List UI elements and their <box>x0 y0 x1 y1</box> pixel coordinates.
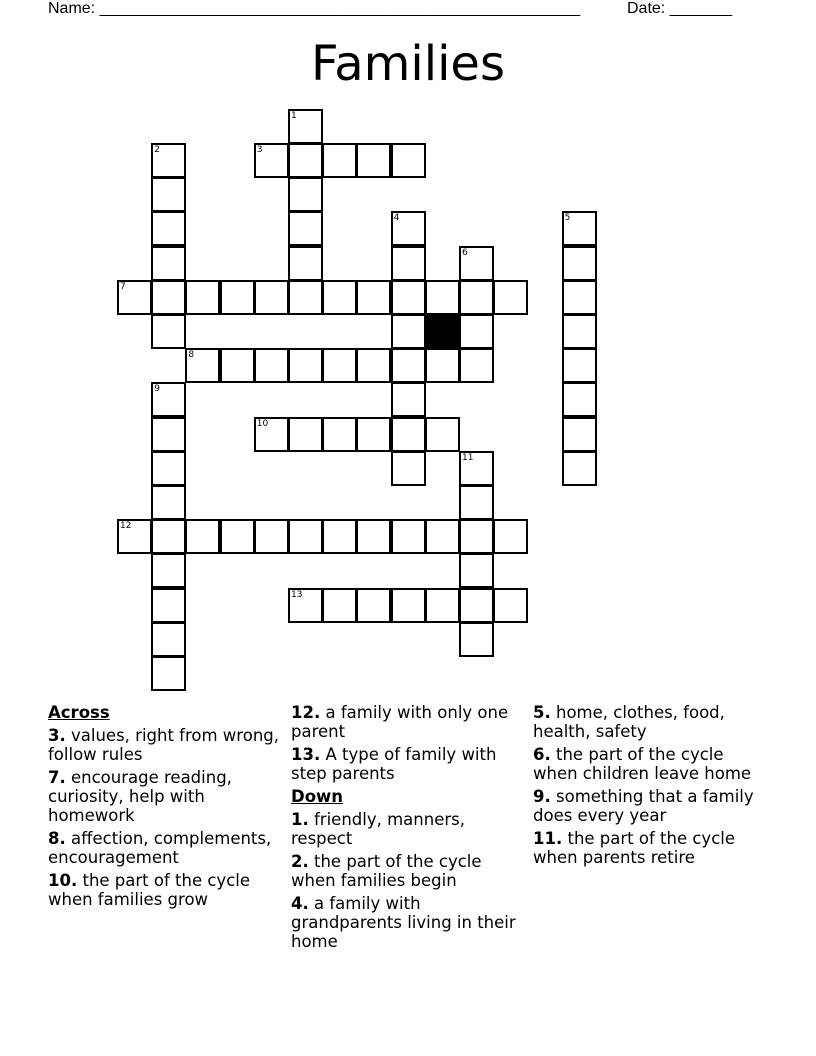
crossword-cell[interactable] <box>185 519 220 554</box>
crossword-cell[interactable] <box>151 588 186 623</box>
clue-across-13 <box>291 745 527 783</box>
crossword-cell[interactable] <box>151 314 186 349</box>
clue-number: 7. <box>48 768 66 787</box>
clue-number: 9. <box>533 787 551 806</box>
crossword-cell[interactable] <box>288 211 323 246</box>
crossword-cell[interactable] <box>254 417 289 452</box>
crossword-cell[interactable] <box>151 451 186 486</box>
down-heading: Down <box>291 787 344 806</box>
clue-number-label: 10 <box>256 418 269 429</box>
clue-down-11 <box>533 829 769 867</box>
crossword-cell[interactable] <box>356 280 391 315</box>
crossword-cell[interactable] <box>288 177 323 212</box>
crossword-cell[interactable] <box>391 314 426 349</box>
crossword-cell[interactable] <box>562 246 597 281</box>
crossword-cell[interactable] <box>288 519 323 554</box>
crossword-cell[interactable] <box>322 280 357 315</box>
clue-number-label: 1 <box>291 110 297 121</box>
crossword-cell[interactable] <box>322 588 357 623</box>
clue-across-3 <box>48 726 284 764</box>
crossword-cell[interactable] <box>254 143 289 178</box>
clue-text: friendly, manners, respect <box>291 810 465 848</box>
crossword-cell[interactable] <box>459 485 494 520</box>
page-title: Families <box>311 36 505 92</box>
crossword-cell[interactable] <box>562 451 597 486</box>
crossword-cell[interactable] <box>220 280 255 315</box>
clue-down-1 <box>291 810 527 848</box>
crossword-cell[interactable] <box>391 280 426 315</box>
crossword-cell[interactable] <box>391 211 426 246</box>
clue-text: the part of the cycle when families grow <box>48 871 251 909</box>
crossword-cell[interactable] <box>459 451 494 486</box>
clue-text: a family with only one parent <box>291 703 509 741</box>
clue-down-2 <box>291 852 527 890</box>
clue-number: 11. <box>533 829 563 848</box>
crossword-cell[interactable] <box>493 519 528 554</box>
clue-text: affection, complements, encouragement <box>48 829 272 867</box>
clues-column-2 <box>291 703 527 955</box>
crossword-cell[interactable] <box>391 348 426 383</box>
crossword-cell[interactable] <box>151 211 186 246</box>
clue-across-12 <box>291 703 527 741</box>
crossword-cell[interactable] <box>151 177 186 212</box>
clue-number: 3. <box>48 726 66 745</box>
crossword-cell[interactable] <box>425 519 460 554</box>
crossword-cell[interactable] <box>562 280 597 315</box>
crossword-cell[interactable] <box>356 519 391 554</box>
crossword-cell[interactable] <box>459 314 494 349</box>
crossword-cell[interactable] <box>185 348 220 383</box>
crossword-cell[interactable] <box>117 519 152 554</box>
crossword-cell[interactable] <box>151 280 186 315</box>
crossword-cell[interactable] <box>459 588 494 623</box>
crossword-cell[interactable] <box>151 246 186 281</box>
clue-number-label: 12 <box>120 521 132 532</box>
crossword-cell[interactable] <box>151 553 186 588</box>
crossword-cell[interactable] <box>391 143 426 178</box>
clue-text: values, right from wrong, follow rules <box>48 726 279 764</box>
clues-column-1 <box>48 703 284 913</box>
crossword-cell[interactable] <box>117 280 152 315</box>
crossword-cell[interactable] <box>459 246 494 281</box>
crossword-cell[interactable] <box>425 417 460 452</box>
crossword-cell[interactable] <box>151 143 186 178</box>
name-field-label: Name: ______________________________________________________ <box>48 0 581 17</box>
crossword-cell[interactable] <box>254 280 289 315</box>
clue-text: the part of the cycle when parents retire <box>533 829 736 867</box>
clue-across-8 <box>48 829 284 867</box>
crossword-cell[interactable] <box>322 417 357 452</box>
crossword-cell[interactable] <box>254 348 289 383</box>
crossword-cell[interactable] <box>425 588 460 623</box>
crossword-cell[interactable] <box>185 280 220 315</box>
crossword-cell[interactable] <box>288 348 323 383</box>
crossword-cell[interactable] <box>356 588 391 623</box>
crossword-cell[interactable] <box>151 417 186 452</box>
crossword-cell[interactable] <box>493 588 528 623</box>
crossword-cell[interactable] <box>220 348 255 383</box>
crossword-cell[interactable] <box>391 382 426 417</box>
crossword-cell[interactable] <box>151 519 186 554</box>
clue-number-label: 7 <box>120 281 126 292</box>
clue-number-label: 11 <box>462 452 474 463</box>
clue-number: 2. <box>291 852 309 871</box>
crossword-cell[interactable] <box>356 417 391 452</box>
date-field-label: Date: _______ <box>627 0 732 17</box>
clue-text: the part of the cycle when families begin <box>291 852 482 890</box>
crossword-cell[interactable] <box>288 588 323 623</box>
clue-number: 6. <box>533 745 551 764</box>
clue-down-5 <box>533 703 769 741</box>
clue-across-10 <box>48 871 284 909</box>
crossword-cell[interactable] <box>288 280 323 315</box>
crossword-cell[interactable] <box>254 519 289 554</box>
across-heading: Across <box>48 703 110 722</box>
crossword-cell[interactable] <box>493 280 528 315</box>
crossword-cell[interactable] <box>562 348 597 383</box>
clue-text: something that a family does every year <box>533 787 754 825</box>
crossword-cell[interactable] <box>459 519 494 554</box>
clue-number-label: 4 <box>393 213 400 224</box>
crossword-cell[interactable] <box>562 211 597 246</box>
crossword-cell[interactable] <box>356 348 391 383</box>
crossword-cell[interactable] <box>391 519 426 554</box>
crossword-cell[interactable] <box>322 143 357 178</box>
crossword-cell[interactable] <box>288 143 323 178</box>
clue-number-label: 6 <box>462 247 468 258</box>
crossword-cell[interactable] <box>562 417 597 452</box>
crossword-cell[interactable] <box>288 109 323 144</box>
crossword-cell[interactable] <box>391 451 426 486</box>
clue-number-label: 9 <box>154 384 160 395</box>
clue-text: encourage reading, curiosity, help with homework <box>48 768 232 825</box>
crossword-cell[interactable] <box>220 519 255 554</box>
crossword-cell[interactable] <box>391 417 426 452</box>
crossword-cell[interactable] <box>562 314 597 349</box>
clue-number-label: 8 <box>188 350 195 361</box>
crossword-cell[interactable] <box>391 246 426 281</box>
clue-text: home, clothes, food, health, safety <box>533 703 725 741</box>
clue-number: 12. <box>291 703 321 722</box>
crossword-cell[interactable] <box>425 348 460 383</box>
clue-number: 4. <box>291 894 309 913</box>
clue-number: 5. <box>533 703 551 722</box>
clue-text: A type of family with step parents <box>291 745 497 783</box>
crossword-cell[interactable] <box>288 417 323 452</box>
clue-number-label: 5 <box>564 213 571 224</box>
clue-across-7 <box>48 768 284 825</box>
crossword-cell[interactable] <box>425 280 460 315</box>
clues-column-3 <box>533 703 769 871</box>
crossword-cell[interactable] <box>322 348 357 383</box>
crossword-cell[interactable] <box>459 622 494 657</box>
crossword-cell[interactable] <box>151 485 186 520</box>
clue-number: 8. <box>48 829 66 848</box>
clue-number-label: 2 <box>154 145 160 155</box>
crossword-cell[interactable] <box>151 382 186 417</box>
clue-down-4 <box>291 894 527 951</box>
crossword-cell[interactable] <box>562 382 597 417</box>
crossword-cell[interactable] <box>391 588 426 623</box>
crossword-cell[interactable] <box>356 143 391 178</box>
crossword-cell[interactable] <box>459 280 494 315</box>
clue-number: 13. <box>291 745 321 764</box>
crossword-cell[interactable] <box>322 519 357 554</box>
crossword-cell[interactable] <box>459 348 494 383</box>
crossword-cell[interactable] <box>459 553 494 588</box>
black-square <box>425 314 460 349</box>
crossword-cell[interactable] <box>151 622 186 657</box>
clue-number: 1. <box>291 810 309 829</box>
clue-down-9 <box>533 787 769 825</box>
clue-text: a family with grandparents living in their home <box>291 894 516 951</box>
crossword-cell[interactable] <box>151 656 186 691</box>
crossword-cell[interactable] <box>288 246 323 281</box>
clue-number-label: 13 <box>291 589 303 600</box>
clue-number: 10. <box>48 871 78 890</box>
clue-number-label: 3 <box>256 145 263 155</box>
clue-text: the part of the cycle when children leave home <box>533 745 752 783</box>
clue-down-6 <box>533 745 769 783</box>
